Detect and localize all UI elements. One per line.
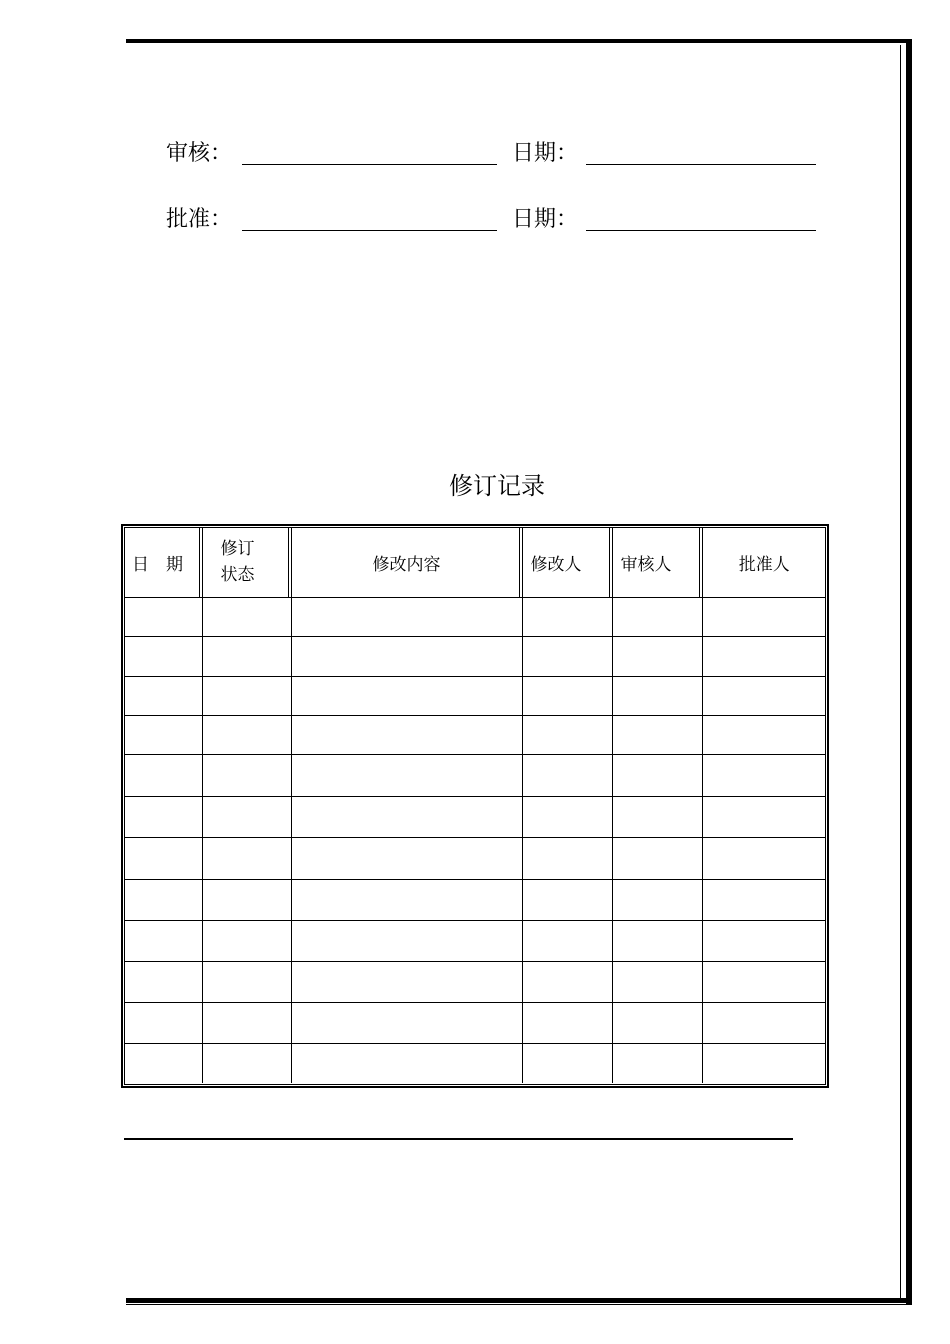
table-cell[interactable] <box>522 797 612 838</box>
table-cell[interactable] <box>612 598 702 637</box>
table-body <box>124 598 826 1083</box>
table-cell[interactable] <box>124 880 202 921</box>
table-cell[interactable] <box>124 677 202 716</box>
table-cell[interactable] <box>702 677 826 716</box>
table-cell[interactable] <box>291 962 522 1003</box>
footer-rule <box>124 1138 793 1140</box>
table-cell[interactable] <box>522 755 612 797</box>
table-cell[interactable] <box>522 598 612 637</box>
table-cell[interactable] <box>702 921 826 962</box>
table-cell[interactable] <box>291 1044 522 1083</box>
table-cell[interactable] <box>124 716 202 755</box>
table-cell[interactable] <box>612 797 702 838</box>
table-cell[interactable] <box>702 755 826 797</box>
review-row <box>166 139 826 169</box>
page-frame-bottom <box>126 1298 912 1303</box>
header-content: 修改内容 <box>291 527 522 598</box>
table-cell[interactable] <box>124 1044 202 1083</box>
table-cell[interactable] <box>612 1044 702 1083</box>
table-cell[interactable] <box>612 838 702 880</box>
table-cell[interactable] <box>522 921 612 962</box>
table-cell[interactable] <box>202 1003 291 1044</box>
table-cell[interactable] <box>291 755 522 797</box>
table-cell[interactable] <box>702 838 826 880</box>
table-cell[interactable] <box>202 598 291 637</box>
table-cell[interactable] <box>291 637 522 677</box>
table-cell[interactable] <box>202 921 291 962</box>
table-cell[interactable] <box>202 677 291 716</box>
page-frame-top <box>126 39 912 43</box>
page-frame-right-inner <box>900 45 901 1298</box>
table-cell[interactable] <box>612 677 702 716</box>
table-cell[interactable] <box>291 838 522 880</box>
table-row <box>124 677 826 716</box>
review-date-line[interactable] <box>586 164 816 165</box>
table-cell[interactable] <box>522 1044 612 1083</box>
table-cell[interactable] <box>291 598 522 637</box>
table-cell[interactable] <box>202 797 291 838</box>
table-cell[interactable] <box>702 962 826 1003</box>
approve-date-line[interactable] <box>586 230 816 231</box>
page-frame-bottom-inner <box>126 1304 912 1305</box>
table-cell[interactable] <box>291 1003 522 1044</box>
table-cell[interactable] <box>522 838 612 880</box>
table-cell[interactable] <box>291 716 522 755</box>
table-cell[interactable] <box>124 1003 202 1044</box>
table-header-row <box>124 527 826 598</box>
table-cell[interactable] <box>612 637 702 677</box>
table-row <box>124 598 826 637</box>
table-cell[interactable] <box>124 598 202 637</box>
table-row <box>124 880 826 921</box>
table-cell[interactable] <box>702 1044 826 1083</box>
table-cell[interactable] <box>124 962 202 1003</box>
table-row <box>124 921 826 962</box>
table-cell[interactable] <box>612 921 702 962</box>
table-cell[interactable] <box>202 880 291 921</box>
table-cell[interactable] <box>124 838 202 880</box>
table-cell[interactable] <box>291 880 522 921</box>
table-row <box>124 1044 826 1083</box>
approve-date-label: 日期： <box>512 207 579 232</box>
table-cell[interactable] <box>202 962 291 1003</box>
table-row <box>124 962 826 1003</box>
table-cell[interactable] <box>612 880 702 921</box>
table-cell[interactable] <box>202 716 291 755</box>
revision-table <box>124 527 826 1083</box>
approve-label: 批准： <box>166 207 233 232</box>
table-cell[interactable] <box>124 797 202 838</box>
table-cell[interactable] <box>522 716 612 755</box>
table-cell[interactable] <box>702 880 826 921</box>
header-approver: 批准人 <box>702 527 826 598</box>
table-cell[interactable] <box>291 921 522 962</box>
review-signature-line[interactable] <box>242 164 497 165</box>
table-cell[interactable] <box>522 962 612 1003</box>
table-cell[interactable] <box>202 1044 291 1083</box>
table-cell[interactable] <box>612 1003 702 1044</box>
page-frame-right <box>906 39 912 1304</box>
table-row <box>124 716 826 755</box>
table-cell[interactable] <box>291 677 522 716</box>
table-cell[interactable] <box>612 716 702 755</box>
header-status <box>202 527 291 598</box>
table-cell[interactable] <box>124 637 202 677</box>
review-label: 审核： <box>166 141 233 166</box>
table-row <box>124 637 826 677</box>
table-cell[interactable] <box>202 637 291 677</box>
approve-row <box>166 205 826 235</box>
header-status-line2: 状态 <box>220 565 255 585</box>
table-cell[interactable] <box>702 716 826 755</box>
table-cell[interactable] <box>522 1003 612 1044</box>
table-row <box>124 797 826 838</box>
table-cell[interactable] <box>522 880 612 921</box>
table-row <box>124 838 826 880</box>
table-cell[interactable] <box>124 921 202 962</box>
table-cell[interactable] <box>522 677 612 716</box>
table-row <box>124 1003 826 1044</box>
table-cell[interactable] <box>702 637 826 677</box>
header-status-line1: 修订 <box>220 539 255 559</box>
table-row <box>124 755 826 797</box>
table-cell[interactable] <box>202 838 291 880</box>
approve-signature-line[interactable] <box>242 230 497 231</box>
table-cell[interactable] <box>612 962 702 1003</box>
table-cell[interactable] <box>702 1003 826 1044</box>
header-date: 日 期 <box>124 527 202 598</box>
revision-record-title: 修订记录 <box>449 472 545 500</box>
table-cell[interactable] <box>291 797 522 838</box>
review-date-label: 日期： <box>512 141 579 166</box>
table-cell[interactable] <box>702 797 826 838</box>
table-cell[interactable] <box>612 755 702 797</box>
table-cell[interactable] <box>702 598 826 637</box>
header-reviewer: 审核人 <box>612 527 702 598</box>
table-cell[interactable] <box>124 755 202 797</box>
header-modifier: 修改人 <box>522 527 612 598</box>
table-cell[interactable] <box>202 755 291 797</box>
table-cell[interactable] <box>522 637 612 677</box>
